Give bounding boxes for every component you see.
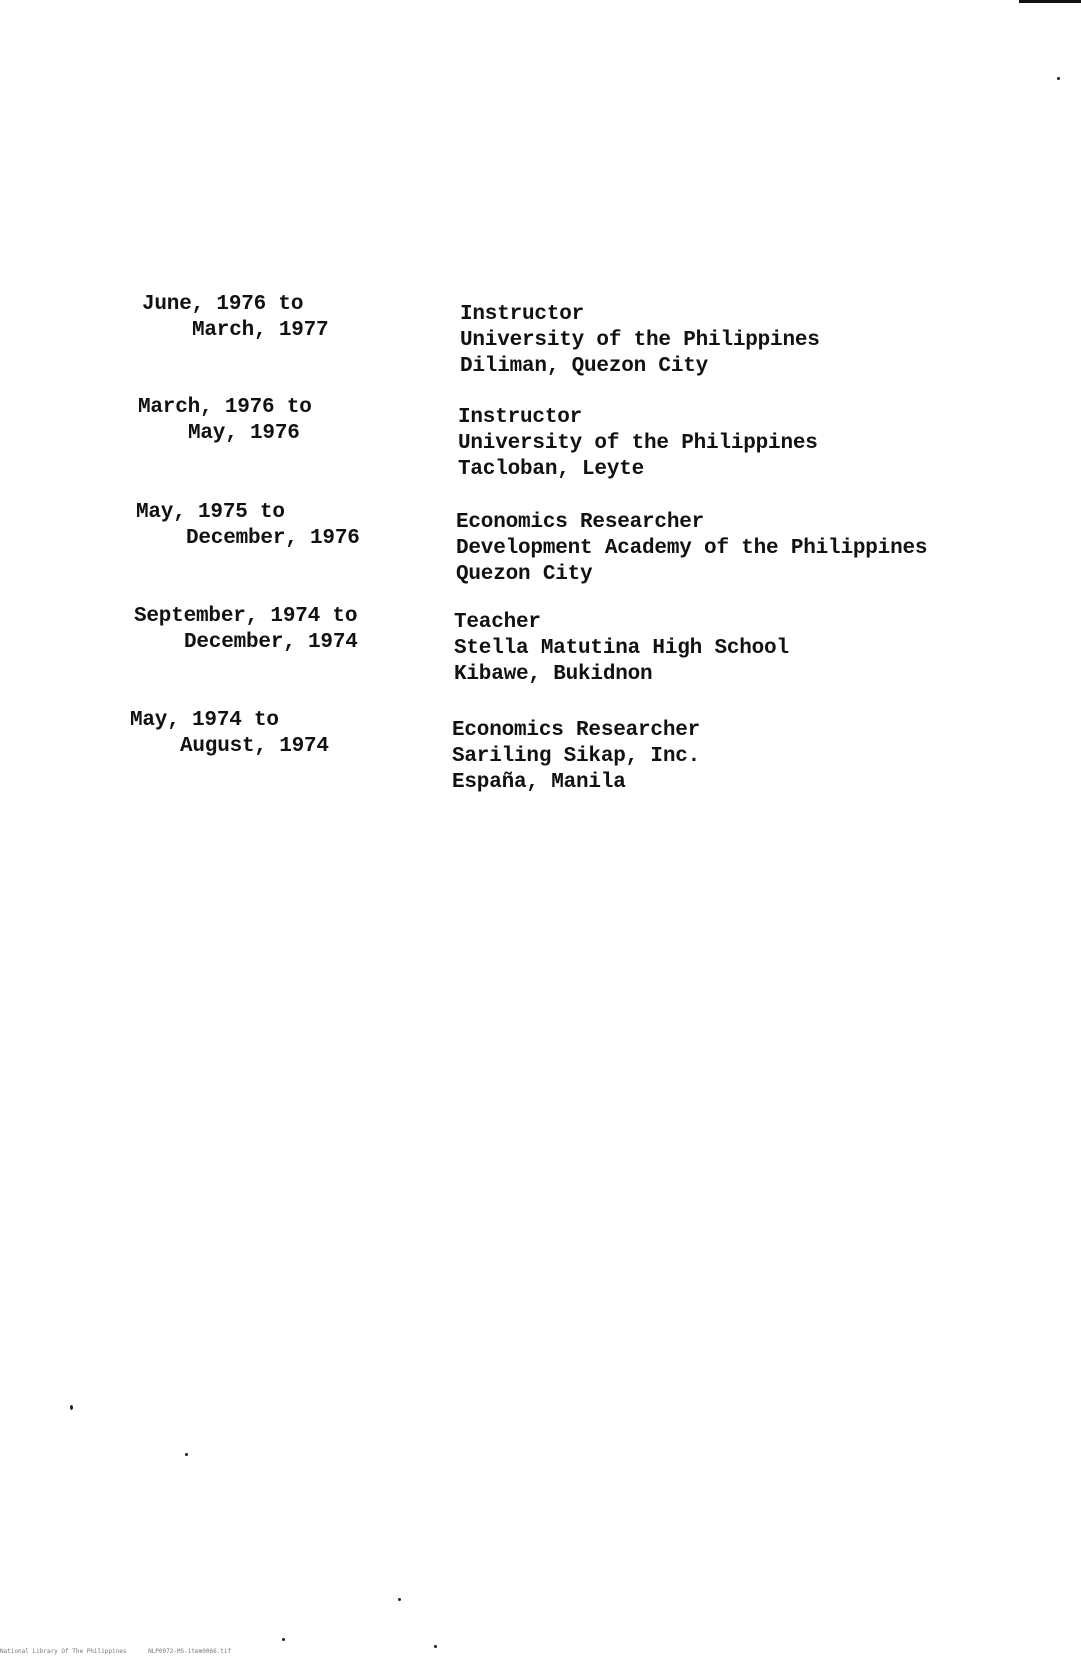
position-title: Instructor: [460, 303, 585, 326]
employment-details: [456, 510, 927, 588]
period-to: December, 1976: [186, 527, 360, 550]
period-from: June, 1976 to: [142, 293, 304, 316]
organization-name: Sariling Sikap, Inc.: [452, 745, 701, 768]
scan-speck: [1057, 77, 1060, 80]
organization-location: España, Manila: [452, 771, 626, 794]
scan-speck: [185, 1453, 188, 1456]
employment-period: [138, 395, 312, 447]
period-from: May, 1975 to: [136, 501, 285, 524]
organization-name: Stella Matutina High School: [454, 637, 789, 660]
footer-library: National Library Of The Philippines: [0, 1648, 127, 1655]
period-from: March, 1976 to: [138, 396, 312, 419]
position-title: Teacher: [454, 611, 541, 634]
scan-speck: [398, 1598, 401, 1601]
scan-speck: [70, 1405, 73, 1410]
period-to: December, 1974: [184, 631, 358, 654]
employment-entry: [0, 500, 1081, 600]
employment-details: [452, 718, 700, 796]
employment-details: [454, 610, 789, 688]
employment-period: [130, 708, 329, 760]
employment-entry: [0, 604, 1081, 704]
organization-location: Tacloban, Leyte: [458, 458, 645, 481]
scan-speck: [434, 1645, 437, 1648]
organization-location: Diliman, Quezon City: [460, 355, 709, 378]
scan-speck: [282, 1638, 285, 1641]
employment-details: [460, 302, 820, 380]
organization-name: University of the Philippines: [458, 432, 818, 455]
footer-code: NLP0072-MS-item0066.tif: [148, 1648, 232, 1655]
period-to: May, 1976: [188, 422, 300, 445]
period-to: August, 1974: [180, 735, 329, 758]
employment-period: [134, 604, 358, 656]
period-to: March, 1977: [192, 319, 329, 342]
employment-period: [136, 500, 360, 552]
organization-location: Quezon City: [456, 563, 593, 586]
scan-edge-mark: [1019, 0, 1081, 3]
employment-period: [142, 292, 328, 344]
scan-footer: [0, 1648, 249, 1656]
employment-details: [458, 405, 818, 483]
position-title: Economics Researcher: [456, 511, 705, 534]
organization-location: Kibawe, Bukidnon: [454, 663, 653, 686]
employment-entry: [0, 708, 1081, 808]
position-title: Instructor: [458, 406, 583, 429]
employment-entry: [0, 395, 1081, 495]
employment-entry: [0, 292, 1081, 392]
period-from: September, 1974 to: [134, 605, 358, 628]
organization-name: Development Academy of the Philippines: [456, 537, 928, 560]
position-title: Economics Researcher: [452, 719, 701, 742]
period-from: May, 1974 to: [130, 709, 279, 732]
organization-name: University of the Philippines: [460, 329, 820, 352]
